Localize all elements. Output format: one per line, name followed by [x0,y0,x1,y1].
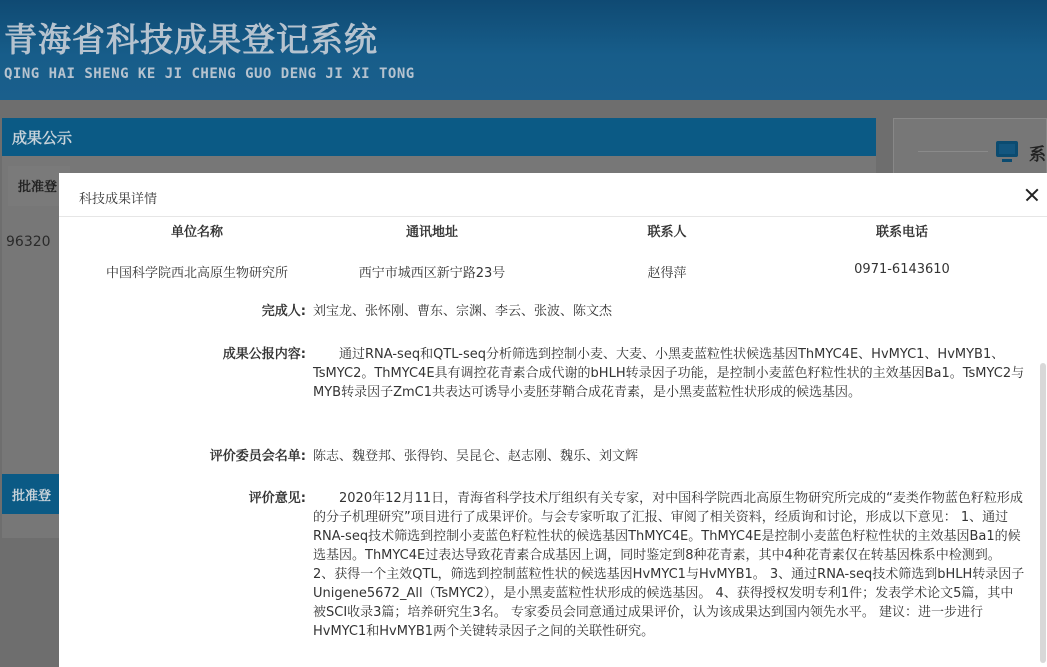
committee-value: 陈志、魏登邦、张得钧、吴昆仑、赵志刚、魏乐、刘文辉 [313,449,639,464]
dialog-header [59,173,1047,217]
completers-label: 完成人: [261,304,306,319]
table-header-phone: 联系电话 [875,225,928,240]
column-header-label: 批准登 [18,180,58,195]
table-cell-phone: 0971-6143610 [854,262,950,277]
table-header-contact: 联系人 [647,225,687,240]
announcement-value: 通过RNA-seq和QTL-seq分析筛选到控制小麦、大麦、小黑麦蓝粒性状候选基因ThMYC4E、HvMYC1、HvMYB1、TsMYC2。ThMYC4E具有调控花青素合成代谢的bHLH转录因子功能，是控制小麦蓝色籽粒性状的主效基因Ba1。TsMYC2与MYB转录因子ZmC1共表达可诱导小麦胚芽鞘合成花青素，是小黑麦蓝粒性状形成的候选基因。 [313,347,1025,400]
close-icon[interactable] [1022,185,1042,205]
completers-value: 刘宝龙、张怀刚、曹东、宗渊、李云、张波、陈文杰 [313,304,613,319]
table-cell-unit: 中国科学院西北高原生物研究所 [105,266,288,281]
table-row-number[interactable]: 96320 [6,234,51,250]
committee-label: 评价委员会名单: [209,449,306,464]
table-header-address: 通讯地址 [405,225,458,240]
results-panel-title: 成果公示 [12,129,73,147]
monitor-icon [996,141,1018,157]
opinion-value: 2020年12月11日，青海省科学技术厅组织有关专家，对中国科学院西北高原生物研究所完成的“麦类作物蓝色籽粒形成的分子机理研究”项目进行了成果评价。与会专家听取了汇报、审阅了相关资料，经质询和讨论，形成以下意见： 1、通过RNA-seq技术筛选到控制小麦蓝色籽粒性状的候选基因ThMYC4E。ThMYC4E是控制小麦蓝色籽粒性状的主效基因Ba1的候选基因。ThMYC4E过表达导致花青素合成基因上调，同时鉴定到8种花青素，其中4种花青素仅在转基因株系中检测到。 2、获得一个主效QTL，筛选到控制蓝粒性状的候选基因HvMYC1与HvMYB1。 3、通过RNA-seq技术筛选到bHLH转录因子Unigene5672_All（TsMYC2），是小黑麦蓝粒性状形成的候选基因。 4、获得授权发明专利1件；发表学术论文5篇，其中被SCI收录3篇；培养研究生3名。 专家委员会同意通过成果评价，认为该成果达到国内领先水平。 建议：进一步进行HvMYC1和HvMYB1两个关键转录因子之间的关联性研究。 [313,491,1025,639]
table-cell-address: 西宁市城西区新宁路23号 [358,266,506,281]
site-subtitle: QING HAI SHENG KE JI CHENG GUO DENG JI XI TONG [4,66,415,82]
announcement-label: 成果公报内容: [222,347,306,362]
system-panel-title: 系 [1029,145,1046,165]
divider [918,151,988,152]
table-cell-contact: 赵得萍 [647,266,687,281]
table-header-unit: 单位名称 [170,225,223,240]
approval-section-header [2,474,62,514]
results-panel-header [2,118,876,156]
approval-section-label: 批准登 [12,489,52,504]
achievement-detail-dialog [59,173,1047,667]
dialog-scrollbar[interactable] [1040,363,1046,663]
dialog-title: 科技成果详情 [79,192,158,207]
header-banner [0,0,1047,100]
site-title: 青海省科技成果登记系统 [4,20,378,59]
dialog-body [59,217,1034,667]
opinion-label: 评价意见: [248,491,306,506]
